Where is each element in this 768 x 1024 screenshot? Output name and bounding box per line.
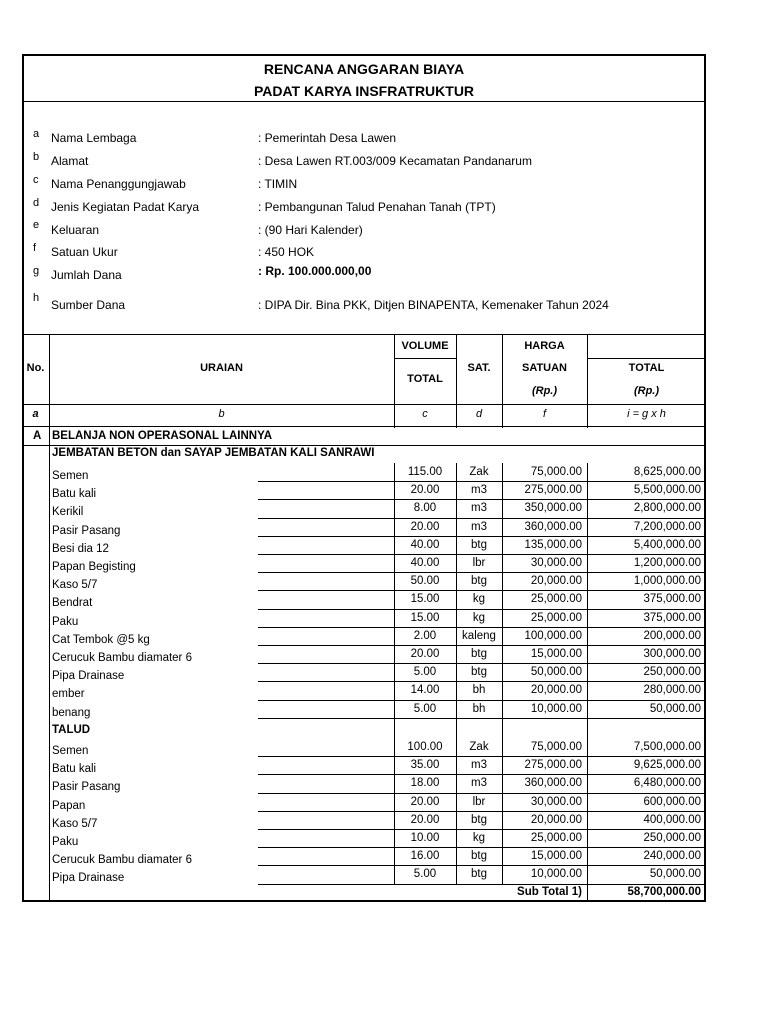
row-harga: 10,000.00 xyxy=(530,868,582,881)
info-letter: h xyxy=(33,292,40,304)
row-underline xyxy=(258,884,394,885)
info-value: : Desa Lawen RT.003/009 Kecamatan Pandanarum xyxy=(258,154,532,168)
info-letter: d xyxy=(33,197,40,209)
title-divider xyxy=(22,101,706,102)
row-divider xyxy=(394,811,706,812)
row-uraian: Semen xyxy=(52,470,89,482)
row-underline xyxy=(258,756,394,757)
row-total: 200,000.00 xyxy=(643,629,701,642)
row-uraian: benang xyxy=(52,706,91,719)
row-volume: 20.00 xyxy=(410,484,440,497)
row-uraian: Besi dia 12 xyxy=(52,542,109,555)
info-label: Sumber Dana xyxy=(51,298,126,312)
row-harga: 100,000.00 xyxy=(524,629,582,642)
row-uraian: Papan Begisting xyxy=(52,561,136,573)
header-harga: HARGA xyxy=(524,340,565,352)
row-total: 250,000.00 xyxy=(643,666,701,679)
row-harga: 135,000.00 xyxy=(524,538,582,551)
row-total: 1,000,000.00 xyxy=(633,575,701,588)
row-divider xyxy=(394,681,706,682)
row-volume: 16.00 xyxy=(410,850,440,863)
row-total: 5,400,000.00 xyxy=(633,538,701,551)
row-underline xyxy=(258,847,394,848)
row-sat: btg xyxy=(471,575,487,588)
info-label: Jumlah Dana xyxy=(51,268,122,282)
header-volume-total: TOTAL xyxy=(407,373,443,385)
row-total: 240,000.00 xyxy=(643,850,701,863)
group1-title: JEMBATAN BETON dan SAYAP JEMBATAN KALI SANRAWI xyxy=(52,447,375,459)
row-volume: 5.00 xyxy=(413,868,437,881)
row-total: 5,500,000.00 xyxy=(633,484,701,497)
row-uraian: Cerucuk Bambu diamater 6 xyxy=(52,652,192,664)
header-sat: SAT. xyxy=(467,362,491,374)
row-harga: 20,000.00 xyxy=(530,684,582,697)
row-divider xyxy=(394,829,706,830)
row-underline xyxy=(258,829,394,830)
row-uraian: Cat Tembok @5 kg xyxy=(52,633,150,646)
row-sat: lbr xyxy=(472,795,486,808)
row-underline xyxy=(258,793,394,794)
header-satuan: SATUAN xyxy=(521,362,567,374)
row-harga: 275,000.00 xyxy=(524,759,582,772)
row-total: 2,800,000.00 xyxy=(633,502,701,515)
row-underline xyxy=(258,590,394,591)
row-sat: btg xyxy=(471,666,487,679)
row-underline xyxy=(258,865,394,866)
row-harga: 75,000.00 xyxy=(530,466,582,478)
row-sat: m3 xyxy=(471,777,487,790)
info-label: Alamat xyxy=(51,154,89,168)
row-total: 400,000.00 xyxy=(643,813,701,826)
row-volume: 20.00 xyxy=(410,648,440,660)
row-total: 280,000.00 xyxy=(643,684,701,697)
row-divider xyxy=(394,700,706,701)
row-harga: 25,000.00 xyxy=(530,593,582,606)
row-underline xyxy=(258,499,394,500)
row-sat: kg xyxy=(472,593,486,606)
row-volume: 5.00 xyxy=(413,666,437,679)
row-sat: bh xyxy=(472,702,486,715)
row-uraian: Bendrat xyxy=(52,597,93,610)
row-underline xyxy=(258,609,394,610)
row-sat: kg xyxy=(472,611,486,624)
row-volume: 100.00 xyxy=(407,741,443,753)
row-uraian: Semen xyxy=(52,745,89,757)
row-volume: 35.00 xyxy=(410,759,440,772)
row-total: 50,000.00 xyxy=(649,868,701,881)
row-divider xyxy=(394,590,706,591)
row-sat: btg xyxy=(471,850,487,863)
info-value: : Pembangunan Talud Penahan Tanah (TPT) xyxy=(258,200,496,214)
info-label: Jenis Kegiatan Padat Karya xyxy=(51,200,200,214)
row-harga: 30,000.00 xyxy=(530,795,582,808)
row-harga: 20,000.00 xyxy=(530,813,582,826)
row-total: 600,000.00 xyxy=(643,795,701,808)
row-sat: kg xyxy=(472,832,486,844)
row-underline xyxy=(258,663,394,664)
row-uraian: ember xyxy=(52,688,85,701)
row-sat: m3 xyxy=(471,520,487,533)
row-volume: 20.00 xyxy=(410,813,440,826)
info-letter: b xyxy=(33,151,40,163)
row-uraian: Paku xyxy=(52,836,79,848)
row-uraian: Cerucuk Bambu diamater 6 xyxy=(52,854,192,867)
row-sat: m3 xyxy=(471,502,487,515)
row-uraian: Pipa Drainase xyxy=(52,670,125,683)
row-sat: bh xyxy=(472,684,486,697)
row-total: 7,200,000.00 xyxy=(633,520,701,533)
row-divider xyxy=(394,756,706,757)
info-letter: e xyxy=(33,219,40,231)
row-divider xyxy=(394,518,706,519)
row-volume: 10.00 xyxy=(410,832,440,844)
row-sat: Zak xyxy=(469,466,489,478)
row-volume: 5.00 xyxy=(413,702,437,715)
row-uraian: Batu kali xyxy=(52,488,97,501)
row-sat: btg xyxy=(471,648,487,660)
row-divider xyxy=(394,499,706,500)
row-uraian: Pasir Pasang xyxy=(52,781,121,794)
header-total-unit: (Rp.) xyxy=(633,385,660,397)
row-sat: m3 xyxy=(471,759,487,772)
row-total: 375,000.00 xyxy=(643,593,701,606)
row-harga: 275,000.00 xyxy=(524,484,582,497)
row-divider xyxy=(394,554,706,555)
row-total: 1,200,000.00 xyxy=(633,557,701,569)
row-sat: btg xyxy=(471,813,487,826)
row-underline xyxy=(258,700,394,701)
subheader-c: c xyxy=(422,408,428,420)
row-divider xyxy=(394,774,706,775)
info-value: : TIMIN xyxy=(258,177,298,191)
info-letter: a xyxy=(33,128,40,140)
row-sat: kaleng xyxy=(462,629,496,642)
subheader-i: i = g x h xyxy=(627,408,666,420)
info-value: : 450 HOK xyxy=(258,245,315,259)
header-no: No. xyxy=(26,362,45,374)
row-sat: btg xyxy=(471,868,487,881)
row-harga: 350,000.00 xyxy=(524,502,582,515)
row-sat: lbr xyxy=(472,557,486,569)
row-volume: 20.00 xyxy=(410,520,440,533)
row-uraian: Papan xyxy=(52,799,86,812)
row-volume: 14.00 xyxy=(410,684,440,697)
row-volume: 8.00 xyxy=(413,502,437,515)
subheader-a: a xyxy=(32,408,39,420)
row-divider xyxy=(394,536,706,537)
row-divider xyxy=(394,793,706,794)
row-total: 6,480,000.00 xyxy=(633,777,701,790)
row-divider xyxy=(394,572,706,573)
row-harga: 30,000.00 xyxy=(530,557,582,569)
row-total: 9,625,000.00 xyxy=(633,759,701,772)
row-volume: 40.00 xyxy=(410,557,440,569)
info-letter: c xyxy=(33,174,39,186)
subtotal-value: 58,700,000.00 xyxy=(627,886,701,898)
row-uraian: Batu kali xyxy=(52,763,97,776)
section-title: BELANJA NON OPERASONAL LAINNYA xyxy=(52,430,273,442)
info-label: Nama Lembaga xyxy=(51,131,137,145)
row-volume: 40.00 xyxy=(410,538,440,551)
info-value: : DIPA Dir. Bina PKK, Ditjen BINAPENTA, Kemenaker Tahun 2024 xyxy=(258,298,609,312)
row-uraian: Kerikil xyxy=(52,506,84,519)
row-total: 250,000.00 xyxy=(643,832,701,844)
row-harga: 10,000.00 xyxy=(530,702,582,715)
row-uraian: Kaso 5/7 xyxy=(52,817,98,830)
row-underline xyxy=(258,536,394,537)
header-uraian: URAIAN xyxy=(200,362,243,374)
row-volume: 115.00 xyxy=(407,466,443,478)
row-harga: 15,000.00 xyxy=(530,850,582,863)
row-uraian: Pasir Pasang xyxy=(52,524,121,537)
info-value: : (90 Hari Kalender) xyxy=(258,223,363,237)
group2-title: TALUD xyxy=(52,724,91,736)
row-total: 375,000.00 xyxy=(643,611,701,624)
info-label: Keluaran xyxy=(51,223,100,237)
document-subtitle: PADAT KARYA INSFRATRUKTUR xyxy=(253,83,475,99)
row-divider xyxy=(394,847,706,848)
row-underline xyxy=(258,518,394,519)
row-divider xyxy=(394,609,706,610)
header-total: TOTAL xyxy=(628,362,665,374)
row-harga: 360,000.00 xyxy=(524,777,582,790)
info-value: : Rp. 100.000.000,00 xyxy=(258,264,372,278)
row-uraian: Paku xyxy=(52,615,79,628)
row-volume: 2.00 xyxy=(413,629,437,642)
row-underline xyxy=(258,811,394,812)
info-letter: f xyxy=(33,242,37,254)
subtotal-label: Sub Total 1) xyxy=(517,886,582,898)
row-harga: 50,000.00 xyxy=(530,666,582,679)
row-total: 300,000.00 xyxy=(643,648,701,660)
subheader-f: f xyxy=(542,408,547,420)
subheader-d: d xyxy=(475,408,483,420)
info-divider xyxy=(22,334,706,335)
row-uraian: Kaso 5/7 xyxy=(52,579,98,592)
row-divider xyxy=(394,865,706,866)
document-title: RENCANA ANGGARAN BIAYA xyxy=(263,61,465,77)
row-underline xyxy=(258,681,394,682)
row-underline xyxy=(258,572,394,573)
row-volume: 20.00 xyxy=(410,795,440,808)
row-sat: btg xyxy=(471,538,487,551)
info-label: Satuan Ukur xyxy=(51,245,118,259)
row-volume: 15.00 xyxy=(410,611,440,624)
row-harga: 20,000.00 xyxy=(530,575,582,588)
row-uraian: Pipa Drainase xyxy=(52,872,125,885)
row-harga: 360,000.00 xyxy=(524,520,582,533)
info-value: : Pemerintah Desa Lawen xyxy=(258,131,397,145)
header-harga-unit: (Rp.) xyxy=(531,385,558,397)
row-underline xyxy=(258,718,394,719)
row-underline xyxy=(258,645,394,646)
row-underline xyxy=(258,627,394,628)
header-volume: VOLUME xyxy=(401,340,449,352)
row-divider xyxy=(394,718,706,719)
info-letter: g xyxy=(33,265,40,277)
row-harga: 25,000.00 xyxy=(530,611,582,624)
subheader-b: b xyxy=(218,408,225,420)
row-harga: 75,000.00 xyxy=(530,741,582,753)
row-volume: 18.00 xyxy=(410,777,440,790)
row-total: 7,500,000.00 xyxy=(633,741,701,753)
row-divider xyxy=(394,481,706,482)
section-code: A xyxy=(33,430,42,442)
row-harga: 25,000.00 xyxy=(530,832,582,844)
row-divider xyxy=(394,627,706,628)
row-divider xyxy=(394,663,706,664)
row-underline xyxy=(258,554,394,555)
row-harga: 15,000.00 xyxy=(530,648,582,660)
row-underline xyxy=(258,481,394,482)
row-sat: Zak xyxy=(469,741,489,753)
row-volume: 50.00 xyxy=(410,575,440,588)
row-divider xyxy=(394,645,706,646)
row-underline xyxy=(258,774,394,775)
row-total: 50,000.00 xyxy=(649,702,701,715)
row-volume: 15.00 xyxy=(410,593,440,606)
row-sat: m3 xyxy=(471,484,487,497)
row-total: 8,625,000.00 xyxy=(633,466,701,478)
info-label: Nama Penanggungjawab xyxy=(51,177,186,191)
